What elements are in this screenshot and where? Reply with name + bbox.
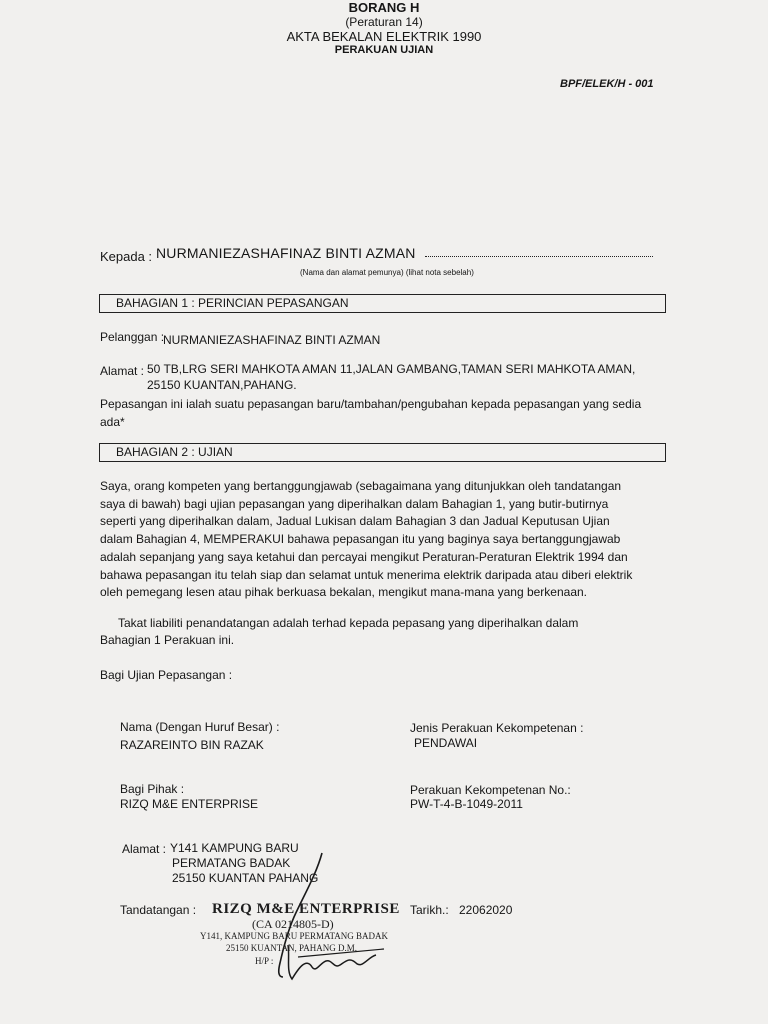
- installation-statement-line-1: Pepasangan ini ialah suatu pepasangan baru/tambahan/pengubahan kepada pepasangan yang sedia: [100, 397, 642, 411]
- declaration-line: Saya, orang kompeten yang bertanggungjawab (sebagaimana yang ditunjukkan oleh tandatangan: [100, 479, 622, 493]
- stamp-company-name: RIZQ M&E ENTERPRISE: [212, 901, 400, 917]
- signatory-address-line-2: PERMATANG BADAK: [172, 856, 291, 870]
- signatory-address-line-1: Y141 KAMPUNG BARU: [170, 841, 299, 855]
- recipient-note: (Nama dan alamat pemunya) (lihat nota sebelah): [300, 268, 474, 277]
- signatory-name-label: Nama (Dengan Huruf Besar) :: [120, 720, 280, 734]
- stamp-address-line-2: 25150 KUANTAN, PAHANG D.M.: [226, 943, 357, 953]
- competency-type-label: Jenis Perakuan Kekompetenan :: [410, 721, 584, 735]
- recipient-name: NURMANIEZASHAFINAZ BINTI AZMAN: [156, 245, 416, 261]
- act-title: AKTA BEKALAN ELEKTRIK 1990: [286, 29, 482, 44]
- form-title: BORANG H: [348, 0, 420, 15]
- test-for-label: Bagi Ujian Pepasangan :: [100, 668, 233, 682]
- installation-statement-line-2: ada*: [100, 415, 125, 429]
- section1-heading: BAHAGIAN 1 : PERINCIAN PEPASANGAN: [116, 296, 349, 310]
- declaration-line: adalah sepanjang yang saya ketahui dan percayai mengikut Peraturan-Peraturan Elektrik 1994 dan: [100, 549, 628, 564]
- stamp-phone-label: H/P :: [255, 956, 274, 966]
- recipient-dotted-line: [425, 256, 653, 257]
- party-name: RIZQ M&E ENTERPRISE: [120, 797, 259, 811]
- liability-line-2: Bahagian 1 Perakuan ini.: [100, 633, 235, 647]
- signature-label: Tandatangan :: [120, 903, 197, 917]
- competency-number: PW-T-4-B-1049-2011: [410, 797, 523, 811]
- stamp-registration-number: (CA 0214805-D): [252, 917, 334, 931]
- customer-label: Pelanggan :: [100, 330, 165, 344]
- declaration-line: oleh pemegang lesen atau pihak berkuasa bekalan, mengikut mana-mana yang berkenaan.: [100, 585, 587, 600]
- certificate-title: PERAKUAN UJIAN: [334, 44, 434, 56]
- date-label: Tarikh.:: [410, 903, 449, 917]
- declaration-line: dalam Bahagian 4, MEMPERAKUI bahawa pepasangan itu yang baginya saya bertanggungjawab: [100, 532, 621, 547]
- declaration-line: saya di bawah) bagi ujian pepasangan yang diperihalkan dalam Bahagian 1, yang butir-butirnya: [100, 496, 609, 511]
- competency-type: PENDAWAI: [414, 736, 478, 750]
- signatory-address-label: Alamat :: [122, 842, 167, 856]
- regulation-text: (Peraturan 14): [345, 15, 423, 29]
- address-line-2: 25150 KUANTAN,PAHANG.: [147, 378, 297, 392]
- party-label: Bagi Pihak :: [120, 782, 185, 796]
- signatory-name: RAZAREINTO BIN RAZAK: [120, 738, 264, 752]
- customer-name: NURMANIEZASHAFINAZ BINTI AZMAN: [163, 333, 381, 347]
- date-value: 22062020: [459, 903, 513, 917]
- section2-heading-box: [99, 443, 666, 462]
- competency-number-label: Perakuan Kekompetenan No.:: [410, 783, 571, 797]
- stamp-address-line-1: Y141, KAMPUNG BARU PERMATANG BADAK: [200, 931, 389, 941]
- handwritten-signature: [180, 845, 400, 990]
- section2-heading: BAHAGIAN 2 : UJIAN: [116, 445, 233, 459]
- signatory-address-line-3: 25150 KUANTAN PAHANG: [172, 871, 319, 885]
- recipient-label: Kepada :: [100, 249, 153, 264]
- address-label: Alamat :: [100, 364, 145, 378]
- reference-code: BPF/ELEK/H - 001: [560, 78, 654, 90]
- section1-heading-box: [99, 294, 666, 313]
- liability-line-1: Takat liabiliti penandatangan adalah terhad kepada pepasang yang diperihalkan dalam: [118, 616, 579, 630]
- declaration-paragraph: [100, 478, 670, 602]
- declaration-line: bahawa pepasangan itu telah siap dan selamat untuk menerima elektrik daripada atau diberi elektrik: [100, 567, 633, 582]
- address-line-1: 50 TB,LRG SERI MAHKOTA AMAN 11,JALAN GAMBANG,TAMAN SERI MAHKOTA AMAN,: [147, 362, 636, 376]
- declaration-line: seperti yang diperihalkan dalam, Jadual Lukisan dalam Bahagian 3 dan Jadual Keputusan Ujian: [100, 514, 610, 529]
